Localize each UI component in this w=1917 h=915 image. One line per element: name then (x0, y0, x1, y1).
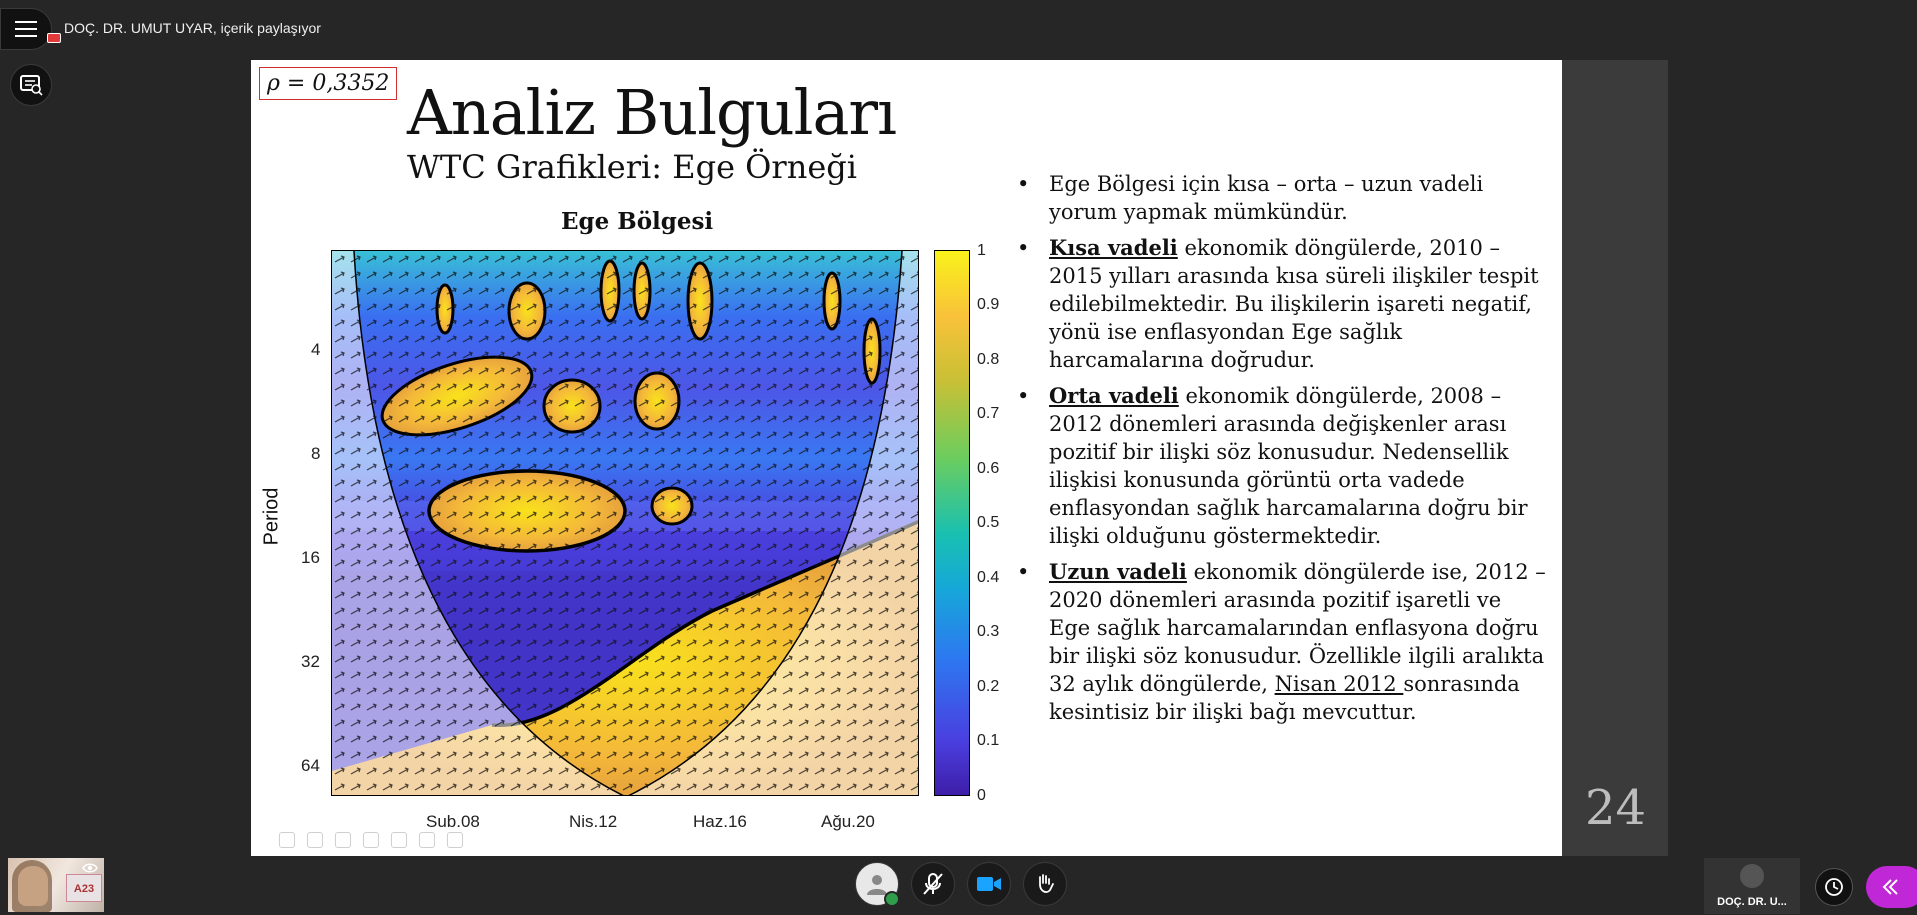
colorbar-tick: 0.5 (977, 514, 1000, 531)
x-tick-label: Haz.16 (693, 812, 747, 831)
bullet-item (1009, 234, 1549, 374)
more-icon[interactable] (447, 832, 463, 848)
poster-graphic: A23 (66, 874, 102, 902)
chart-title: Ege Bölgesi (561, 208, 714, 235)
pen-icon[interactable] (307, 832, 323, 848)
colorbar-tick: 0.8 (977, 351, 1000, 368)
hand-icon (1033, 872, 1057, 896)
recording-icon (47, 33, 61, 43)
bullet-item (1009, 558, 1549, 726)
microphone-button[interactable] (911, 862, 955, 906)
chat-button[interactable] (10, 64, 52, 106)
bullet-text: ekonomik döngülerde, 2010 – 2015 yılları arasında kısa süreli ilişkiler tespit edilebilmektedir. Bu ilişkilerin işareti negatif, yönü ise enflasyondan Ege sağlık harcamalarına doğrudur. (1049, 236, 1539, 372)
y-tick-label: 8 (311, 444, 321, 463)
y-axis-label: Period (260, 487, 283, 546)
slide-title: Analiz Bulguları (407, 76, 896, 149)
chat-icon (19, 74, 43, 96)
colorbar-tick: 0.9 (977, 296, 1000, 313)
x-tick-label: Nis.12 (569, 812, 618, 831)
bullet-text: sonrasında kesintisiz bir ilişki bağı mevcuttur. (1049, 672, 1520, 724)
slide-page-number: 24 (1585, 780, 1647, 836)
y-tick-label: 4 (311, 340, 321, 359)
bullet-item (1009, 382, 1549, 550)
bullet-list (1009, 170, 1549, 734)
session-timer-button[interactable] (1815, 868, 1853, 906)
colorbar-tick: 0.4 (977, 569, 1000, 586)
menu-button[interactable] (0, 8, 52, 50)
speaker-name: DOÇ. DR. U... (1717, 896, 1787, 908)
status-ok-badge (884, 891, 900, 907)
bullet-item (1009, 170, 1549, 226)
clock-icon (1824, 877, 1844, 897)
shared-slide (251, 60, 1562, 856)
y-tick-label: 64 (301, 756, 320, 775)
session-controls (855, 862, 1067, 906)
colorbar-tick: 0.3 (977, 623, 1000, 640)
back-icon[interactable] (279, 832, 295, 848)
video-camera-icon (976, 874, 1002, 894)
bullet-lead: Orta vadeli (1049, 383, 1179, 408)
camera-button[interactable] (967, 862, 1011, 906)
slide-toolbar (279, 832, 463, 848)
bullet-underlined: Nisan 2012 (1274, 672, 1404, 696)
slide-subtitle: WTC Grafikleri: Ege Örneği (407, 148, 857, 186)
presenter-title: DOÇ. DR. UMUT UYAR, içerik paylaşıyor (64, 20, 321, 36)
colorbar (934, 250, 970, 796)
colorbar-tick: 0.7 (977, 405, 1000, 422)
bullet-text: ekonomik döngülerde, 2008 – 2012 dönemleri arasında değişkenler arası pozitif bir ilişki söz konusudur. Nedensellik ilişkisi konusunda görüntü orta vadede enflasyondan sağlık harcamalarına doğru bir ilişki olduğunu göstermektedir. (1049, 384, 1528, 548)
camera-icon[interactable] (419, 832, 435, 848)
colorbar-tick: 0.6 (977, 460, 1000, 477)
y-tick-label: 32 (301, 652, 320, 671)
eye-icon[interactable] (82, 862, 98, 874)
speaker-tile[interactable] (1704, 858, 1800, 914)
x-tick-label: Ağu.20 (821, 812, 875, 831)
bullet-text: Ege Bölgesi için kısa – orta – uzun vadeli yorum yapmak mümkündür. (1049, 172, 1484, 224)
slide-side-strip (1562, 60, 1668, 856)
chevron-double-left-icon (1880, 877, 1900, 897)
raise-hand-button[interactable] (1023, 862, 1067, 906)
wavelet-coherence-plot (331, 250, 919, 796)
wtc-heatmap (332, 251, 919, 796)
zoom-icon[interactable] (363, 832, 379, 848)
mic-muted-icon (921, 872, 945, 896)
avatar (1740, 864, 1764, 888)
y-tick-label: 16 (301, 548, 320, 567)
rho-label: ρ = 0,3352 (259, 67, 397, 100)
open-panel-button[interactable] (1866, 866, 1917, 908)
colorbar-tick: 0 (977, 787, 986, 804)
hamburger-icon (15, 21, 37, 37)
top-bar (0, 0, 1917, 56)
bullet-lead: Kısa vadeli (1049, 235, 1178, 260)
bullet-text: ekonomik döngülerde ise, 2012 – 2020 dönemleri arasında pozitif işaretli ve Ege sağlık harcamalarından enflasyona doğru bir ilişki söz konusudur. Özellikle ilgili aralıkta 32 aylık döngülerde, (1049, 560, 1546, 696)
colorbar-tick: 0.2 (977, 678, 1000, 695)
my-status-button[interactable] (855, 862, 899, 906)
slides-icon[interactable] (391, 832, 407, 848)
copy-icon[interactable] (335, 832, 351, 848)
colorbar-tick: 1 (977, 242, 986, 259)
bullet-lead: Uzun vadeli (1049, 559, 1187, 584)
x-tick-label: Sub.08 (426, 812, 480, 831)
colorbar-tick: 0.1 (977, 732, 1000, 749)
